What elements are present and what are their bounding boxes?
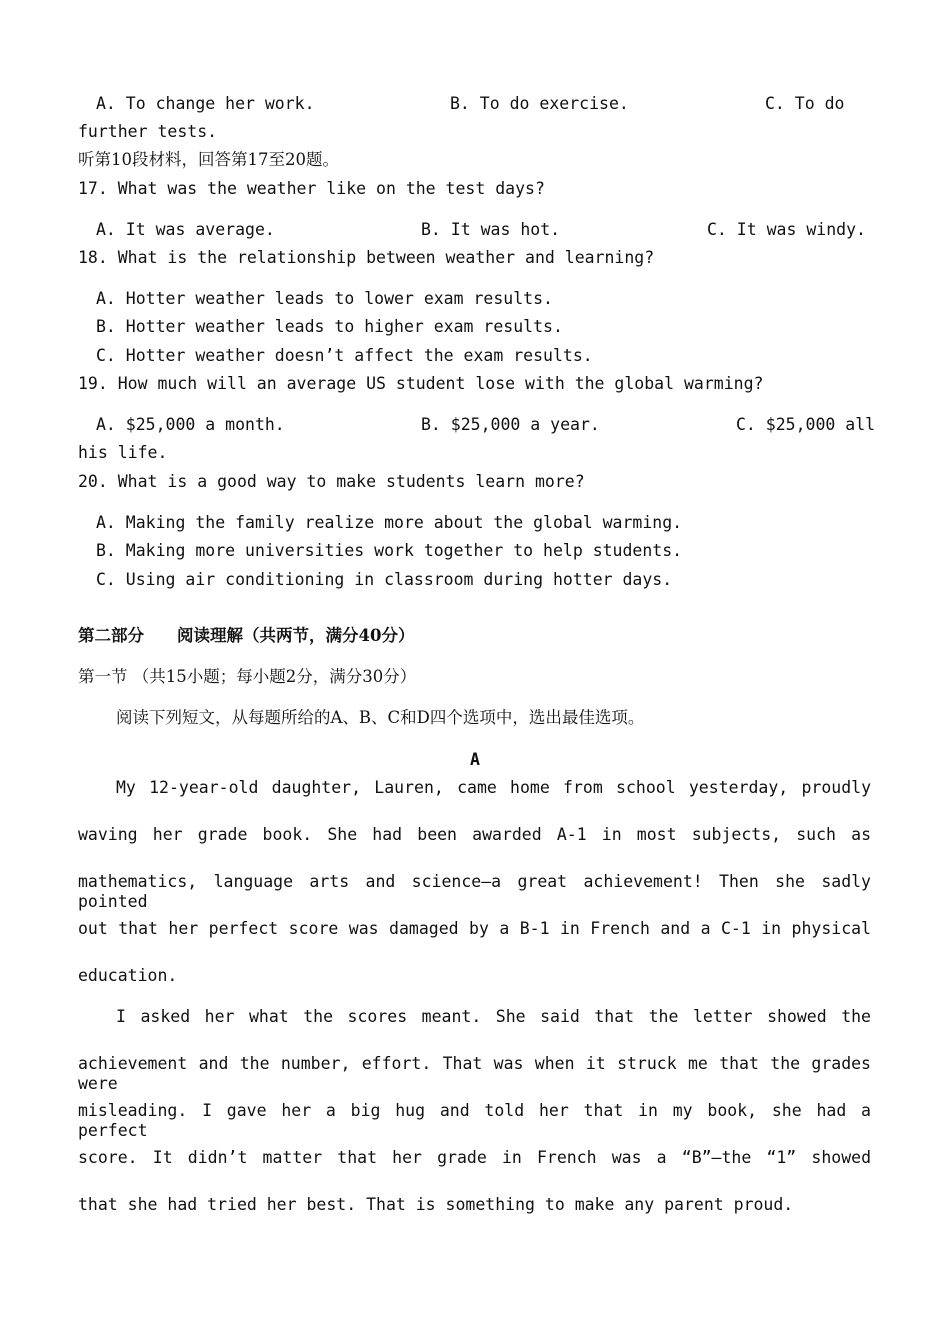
q17-option-c: C. It was windy. <box>707 220 866 239</box>
q20-stem: 20. What is a good way to make students learn more? <box>78 472 585 491</box>
q20-option-c: C. Using air conditioning in classroom during hotter days. <box>96 570 673 589</box>
passage-p2-line: that she had tried her best. That is something to make any parent proud. <box>78 1195 794 1214</box>
q19-option-a: A. $25,000 a month. <box>96 415 285 434</box>
passage-p1-line: out that her perfect score was damaged by a B-1 in French and a C-1 in physical <box>78 919 871 938</box>
q19-option-b: B. $25,000 a year. <box>421 415 600 434</box>
passage-p1-line: waving her grade book. She had been awarded A-1 in most subjects, such as <box>78 825 871 844</box>
q19-option-c: C. $25,000 all <box>736 415 876 434</box>
material-10-heading: 听第10段材料，回答第17至20题。 <box>78 150 339 169</box>
passage-label: A <box>470 750 480 769</box>
section1-heading: 第一节 （共15小题；每小题2分，满分30分） <box>78 667 417 686</box>
q19-stem: 19. How much will an average US student lose with the global warming? <box>78 374 764 393</box>
passage-p1-line: My 12-year-old daughter, Lauren, came home from school yesterday, proudly <box>116 778 871 797</box>
reading-instructions: 阅读下列短文，从每题所给的A、B、C和D四个选项中，选出最佳选项。 <box>116 708 645 727</box>
passage-p2-line: I asked her what the scores meant. She said that the letter showed the <box>116 1007 871 1026</box>
q17-stem: 17. What was the weather like on the test days? <box>78 179 545 198</box>
q17-option-b: B. It was hot. <box>421 220 561 239</box>
passage-p2-line: score. It didn’t matter that her grade in French was a “B”—the “1” showed <box>78 1148 871 1167</box>
passage-p1-line: mathematics, language arts and science—a great achievement! Then she sadly pointed <box>78 872 871 911</box>
passage-p2-line: misleading. I gave her a big hug and told her that in my book, she had a perfect <box>78 1101 871 1140</box>
q18-option-a: A. Hotter weather leads to lower exam results. <box>96 289 553 308</box>
q18-option-c: C. Hotter weather doesn’t affect the exam results. <box>96 346 593 365</box>
q17-option-a: A. It was average. <box>96 220 275 239</box>
part2-title: 第二部分 阅读理解（共两节，满分40分） <box>78 626 415 645</box>
q20-option-b: B. Making more universities work together to help students. <box>96 541 683 560</box>
q18-option-b: B. Hotter weather leads to higher exam results. <box>96 317 563 336</box>
passage-p2-line: achievement and the number, effort. That was when it struck me that the grades were <box>78 1054 871 1093</box>
q20-option-a: A. Making the family realize more about the global warming. <box>96 513 683 532</box>
q16-option-a: A. To change her work. <box>96 94 315 113</box>
q16-option-b: B. To do exercise. <box>450 94 629 113</box>
q18-stem: 18. What is the relationship between weather and learning? <box>78 248 655 267</box>
q16-option-c-continued: further tests. <box>78 122 218 141</box>
passage-p1-line: education. <box>78 966 178 985</box>
q16-option-c: C. To do <box>765 94 845 113</box>
q19-option-c-continued: his life. <box>78 443 168 462</box>
